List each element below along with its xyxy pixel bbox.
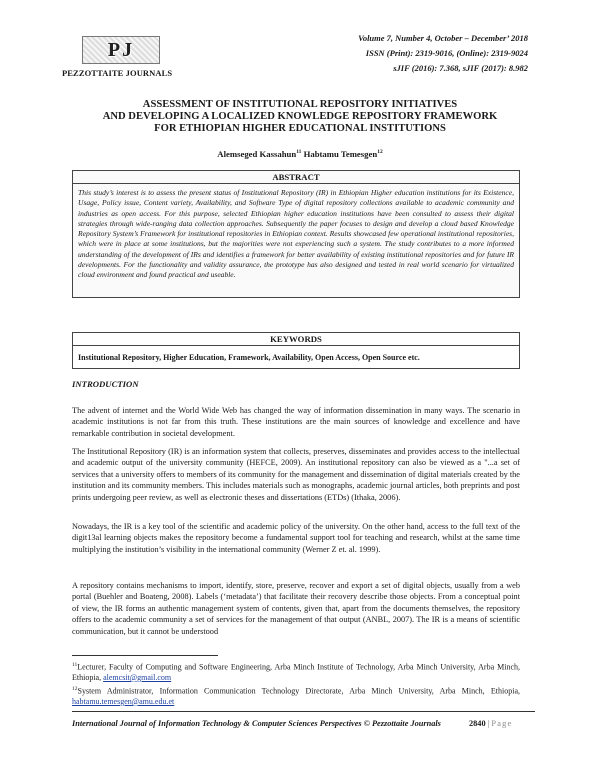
- title-line: AND DEVELOPING A LOCALIZED KNOWLEDGE REPOSITORY FRAMEWORK: [102, 111, 498, 122]
- footnote-mark: 11: [72, 662, 78, 668]
- logo-label: PEZZOTTAITE JOURNALS: [62, 68, 173, 78]
- abstract-heading: ABSTRACT: [73, 171, 519, 184]
- body-paragraph: The advent of internet and the World Wide Web has changed the way of information dissemination in many ways. The scenario in academic institutions is not far from this truth. These institutions are the main sources of knowledge and excellence and have remarkable contribution in societal development.: [72, 406, 520, 438]
- author-affiliation-mark: 12: [377, 149, 383, 156]
- meta-sjif: sJIF (2016): 7.368, sJIF (2017): 8.982: [393, 63, 528, 73]
- footnote-text: Lecturer, Faculty of Computing and Software Engineering, Arba Minch Institute of Technology, Arba Minch University, Arba Minch, Ethiopia,: [72, 662, 520, 682]
- journal-logo: [82, 36, 160, 67]
- meta-volume: Volume 7, Number 4, October – December’ 2018: [358, 33, 528, 43]
- footnote: [72, 660, 520, 683]
- title-line: ASSESSMENT OF INSTITUTIONAL REPOSITORY INITIATIVES: [142, 99, 458, 110]
- abstract-box: [72, 170, 520, 298]
- footer-divider: [72, 711, 535, 712]
- footnote-text: System Administrator, Information Communication Technology Directorate, Arba Minch University, Arba Minch, Ethiopia,: [77, 686, 520, 696]
- logo-mark: [82, 36, 160, 64]
- title-line: FOR ETHIOPIAN HIGHER EDUCATIONAL INSTITUTIONS: [154, 123, 446, 134]
- page-number: [469, 719, 512, 728]
- paper-title: [60, 99, 540, 135]
- logo-mark-text: PJ: [107, 38, 135, 61]
- page-number-value: 2840: [469, 719, 486, 728]
- meta-issn: ISSN (Print): 2319-9016, (Online): 2319-9024: [365, 48, 528, 58]
- section-heading: INTRODUCTION: [72, 379, 139, 389]
- footer-journal: International Journal of Information Technology & Computer Sciences Perspectives © Pezzottaite Journals: [72, 719, 441, 728]
- body-paragraph: Nowadays, the IR is a key tool of the scientific and academic policy of the university. On the other hand, access to the full text of the digit13al learning objects makes the repository become a fundamental support tool for teaching and research, whilst at the same time multiplying the institution’s visibility in the international community (Werner Z et. al. 1999).: [72, 522, 520, 554]
- author-name: Alemseged Kassahun: [217, 149, 297, 159]
- abstract-text: This study’s interest is to assess the present status of Institutional Repository (IR) in Ethiopian Higher education institutions for its Existence, Usage, Policy issue, Content variety, Availability, and Software Type of digital repository collections available to academic community and industries as open access. For this purpose, selected Ethiopian higher education institutions have been consulted to assess their digital strategies through wide-ranging data collection approaches. Subsequently the paper focuses to design and develop a cloud based Knowledge Repository System’s Framework for institutional repositories in Ethiopian context. Results showcased few operational institutional repositories, which were in place at some institutions, but the majorities were not experiencing such a system. The study contributes to a more informed understanding of the development of IRs and identifies a framework for better availability of existing institutional repositories and for future IR developments. For the functionality and validity assurance, the prototype has also designed and tested in real world scenario for virtualized cloud environment and found practical and useable.: [78, 188, 514, 280]
- footnote-divider: [72, 655, 218, 656]
- authors: [60, 149, 540, 159]
- journal-meta: [358, 31, 528, 76]
- email-link[interactable]: alemcsit@gmail.com: [103, 672, 172, 682]
- page-label: Page: [491, 719, 513, 728]
- footnote: [72, 684, 520, 707]
- body-paragraph: A repository contains mechanisms to import, identify, store, preserve, recover and export a set of digital objects, usually from a web portal (Buehler and Boateng, 2008). Labels (‘metadata’) that facilitate their recovery describe those objects. From a conceptual point of view, the IR forms an authentic management system of contents, given that, apart from the documents themselves, the repository offers to the academic community a set of services for the management of that output (ANBL, 2007). The IR is a means of scientific communication, but it cannot be understood: [72, 581, 520, 636]
- body-paragraph: The Institutional Repository (IR) is an information system that collects, preserves, disseminates and provides access to the intellectual and academic output of the university community (HEFCE, 2009). An institutional repository can also be viewed as a "...a set of services that a university offers to members of its community for the management and dissemination of digital materials created by the institution and its community members. This includes materials such as monographs, academic journal articles, both preprints and post prints undergoing peer review, as well as electronic theses and dissertations (ETDs) (Ithaka, 2006).: [72, 447, 520, 502]
- author-affiliation-mark: 11: [296, 149, 302, 156]
- keywords-box: [72, 332, 520, 369]
- email-link[interactable]: habtamu.temesgen@amu.edu.et: [72, 696, 175, 706]
- author-name: Habtamu Temesgen: [303, 149, 378, 159]
- keywords-text: Institutional Repository, Higher Education, Framework, Availability, Open Access, Open Source etc.: [78, 353, 420, 362]
- keywords-heading: KEYWORDS: [73, 333, 519, 346]
- page-separator: |: [487, 719, 490, 728]
- footnote-mark: 12: [72, 686, 78, 692]
